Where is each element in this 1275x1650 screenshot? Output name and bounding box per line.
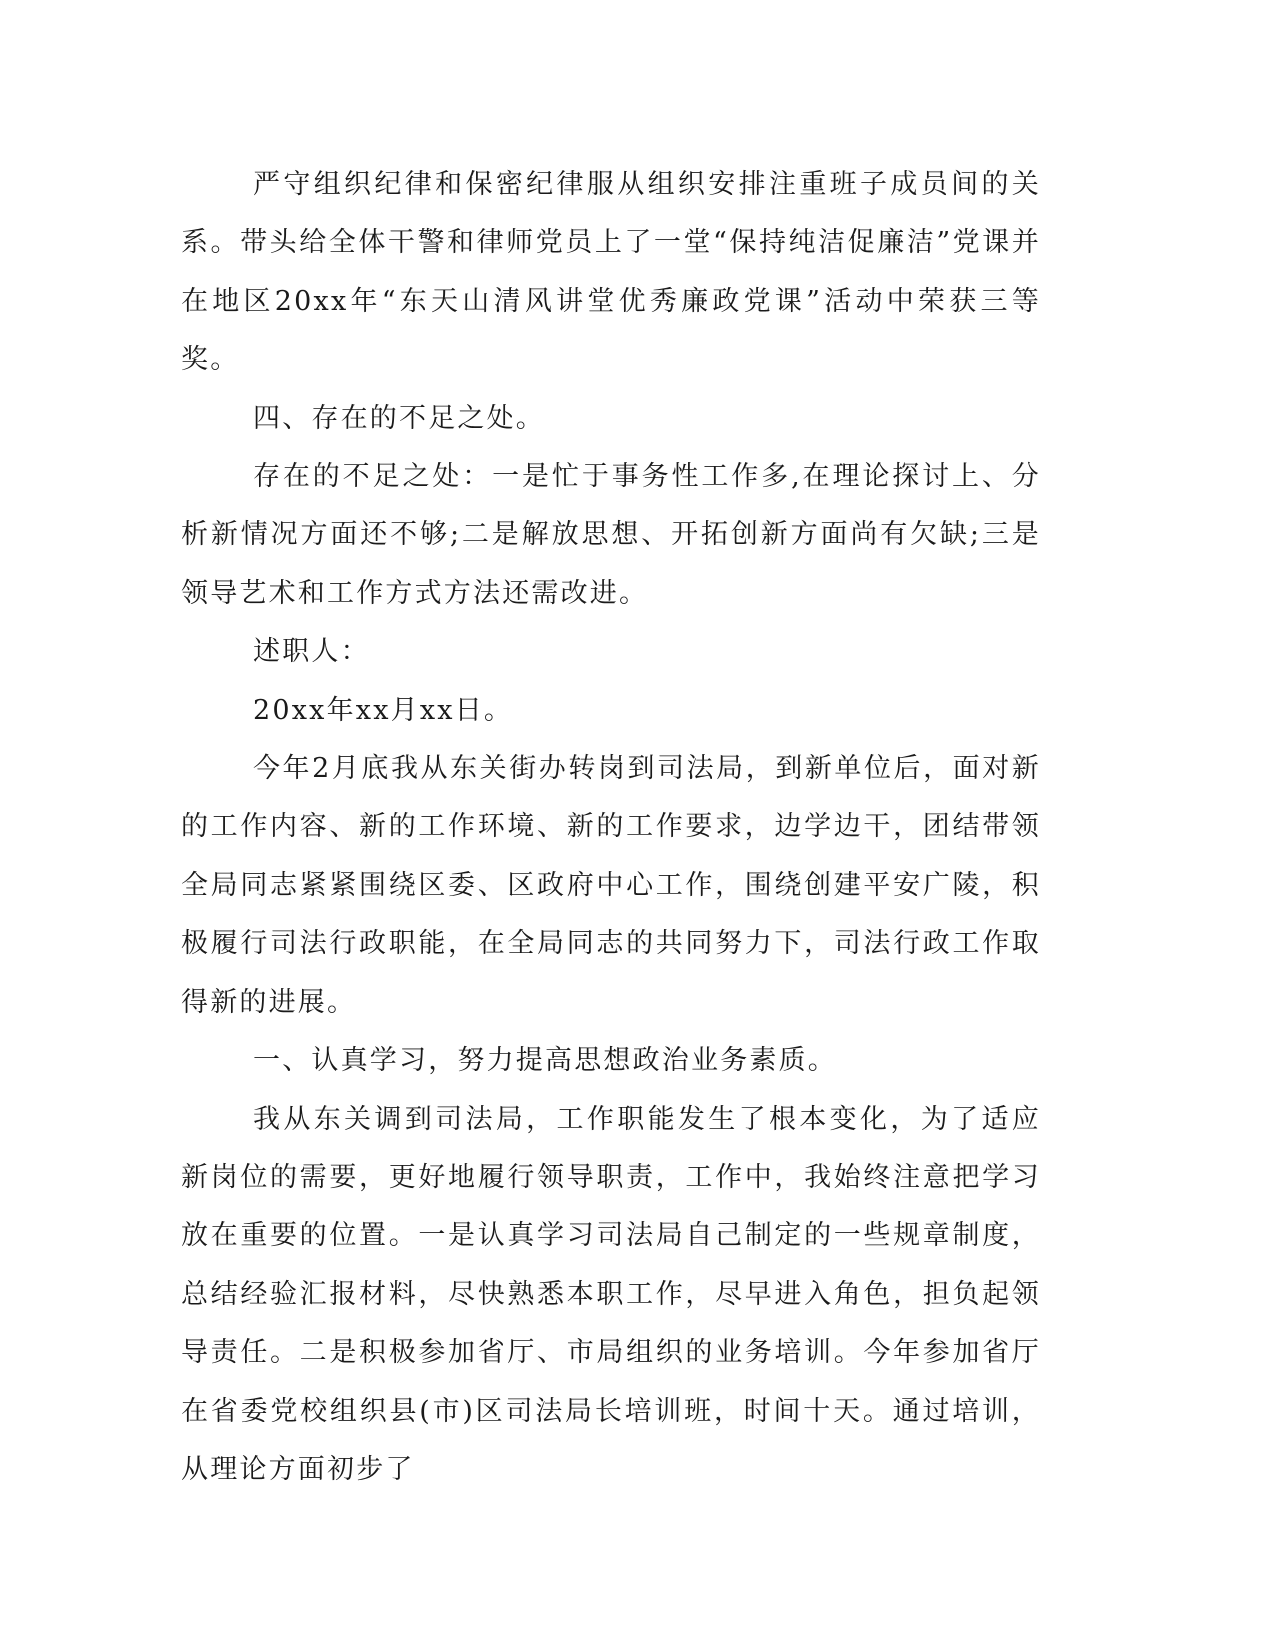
heading-study: 一、认真学习，努力提高思想政治业务素质。 <box>253 1045 837 1077</box>
heading-shortcomings: 四、存在的不足之处。 <box>253 402 545 434</box>
signature-label: 述职人： <box>253 636 370 668</box>
document-body <box>181 156 1041 1499</box>
paragraph-study: 我从东关调到司法局，工作职能发生了根本变化，为了适应新岗位的需要，更好地履行领导职责，工作中，我始终注意把学习放在重要的位置。一是认真学习司法局自己制定的一些规章制度，总结经验汇报材料，尽快熟悉本职工作，尽早进入角色，担负起领导责任。二是积极参加省厅、市局组织的业务培训。今年参加省厅在省委党校组织县(市)区司法局长培训班，时间十天。通过培训，从理论方面初步了 <box>181 1103 1041 1485</box>
paragraph-shortcomings: 存在的不足之处：一是忙于事务性工作多,在理论探讨上、分析新情况方面还不够;二是解放思想、开拓创新方面尚有欠缺;三是领导艺术和工作方式方法还需改进。 <box>181 461 1041 609</box>
paragraph-transfer: 今年2月底我从东关街办转岗到司法局，到新单位后，面对新的工作内容、新的工作环境、新的工作要求，边学边干，团结带领全局同志紧紧围绕区委、区政府中心工作，围绕创建平安广陵，积极履行司法行政职能，在全局同志的共同努力下，司法行政工作取得新的进展。 <box>181 753 1041 1018</box>
date-line: 20xx年xx月xx日。 <box>253 694 514 726</box>
paragraph-discipline: 严守组织纪律和保密纪律服从组织安排注重班子成员间的关系。带头给全体干警和律师党员上了一堂“保持纯洁促廉洁”党课并在地区20xx年“东天山清风讲堂优秀廉政党课”活动中荣获三等奖。 <box>181 169 1041 376</box>
